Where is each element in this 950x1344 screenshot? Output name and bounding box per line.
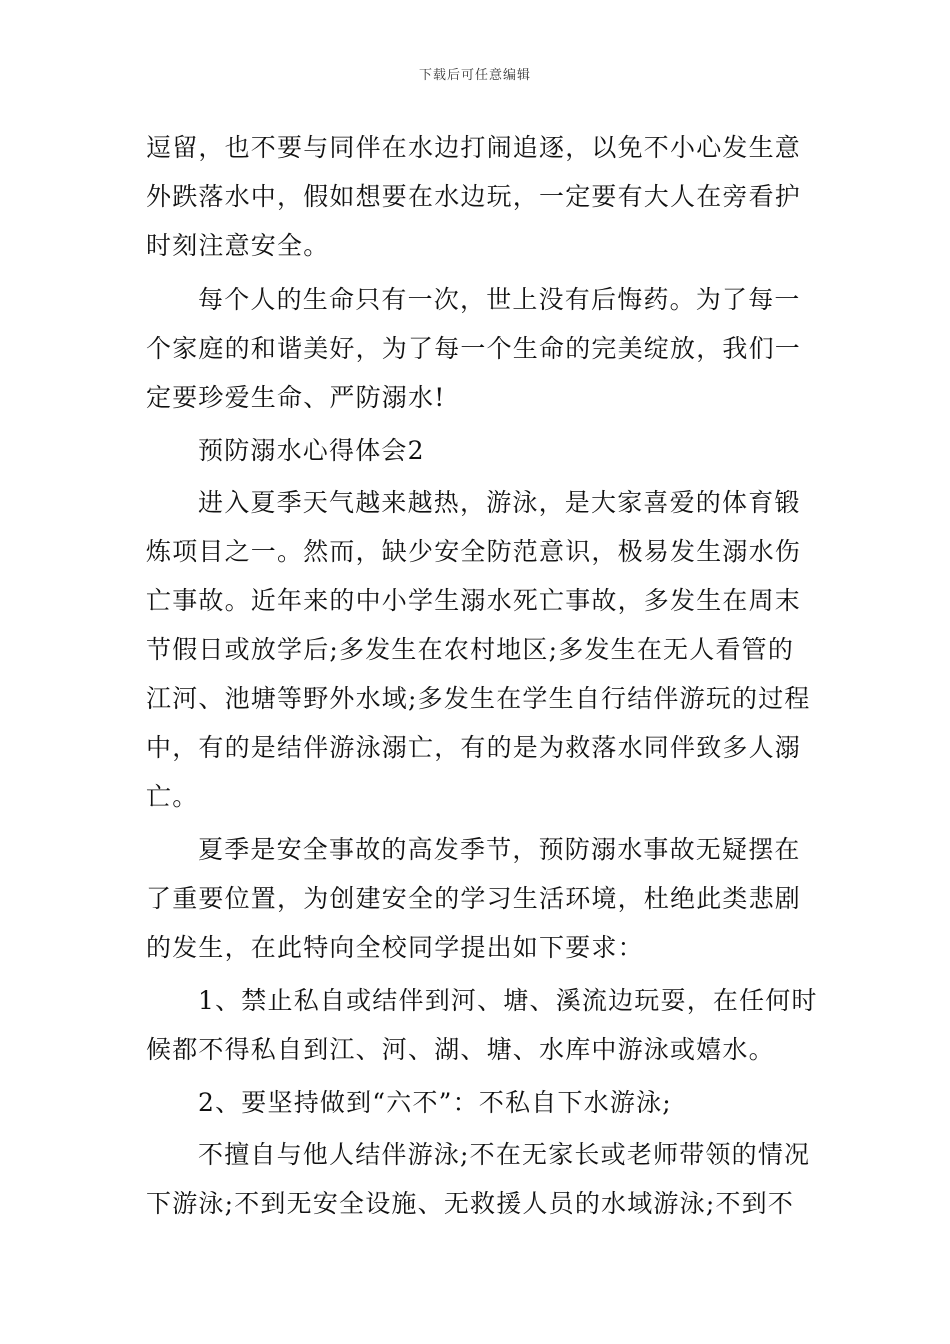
text-line: 外跌落水中，假如想要在水边玩，一定要有大人在旁看护 [146, 182, 802, 211]
text-line: 逗留，也不要与同伴在水边打闹追逐，以免不小心发生意 [146, 133, 802, 162]
text-line: 个家庭的和谐美好，为了每一个生命的完美绽放，我们一 [146, 334, 802, 363]
paragraph-start-line: 不擅自与他人结伴游泳;不在无家长或老师带领的情况 [198, 1140, 811, 1169]
text-line: 亡事故。近年来的中小学生溺水死亡事故，多发生在周末 [146, 586, 802, 615]
paragraph-start-line: 进入夏季天气越来越热，游泳，是大家喜爱的体育锻 [198, 488, 801, 517]
list-item-line: 2、要坚持做到“六不”：不私自下水游泳; [198, 1088, 672, 1117]
text-line: 中，有的是结伴游泳溺亡，有的是为救落水同伴致多人溺 [146, 733, 802, 762]
text-line: 节假日或放学后;多发生在农村地区;多发生在无人看管的 [146, 635, 795, 664]
text-line: 江河、池塘等野外水域;多发生在学生自行结伴游玩的过程 [146, 684, 811, 713]
text-line: 了重要位置，为创建安全的学习生活环境，杜绝此类悲剧 [146, 884, 802, 913]
text-line: 候都不得私自到江、河、湖、塘、水库中游泳或嬉水。 [146, 1035, 775, 1064]
paragraph-start-line: 夏季是安全事故的高发季节，预防溺水事故无疑摆在 [198, 835, 801, 864]
text-line: 炼项目之一。然而，缺少安全防范意识，极易发生溺水伤 [146, 537, 802, 566]
text-line: 下游泳;不到无安全设施、无救援人员的水域游泳;不到不 [146, 1189, 795, 1218]
text-line: 的发生，在此特向全校同学提出如下要求： [146, 933, 644, 962]
list-item-line: 1、禁止私自或结伴到河、塘、溪流边玩耍，在任何时 [198, 986, 818, 1015]
text-line: 亡。 [146, 782, 199, 811]
page-header: 下载后可任意编辑 [418, 68, 531, 83]
section-heading: 预防溺水心得体会2 [198, 436, 425, 465]
text-line: 定要珍爱生命、严防溺水! [146, 383, 446, 412]
text-line: 时刻注意安全。 [146, 231, 330, 260]
paragraph-start-line: 每个人的生命只有一次，世上没有后悔药。为了每一 [198, 285, 801, 314]
